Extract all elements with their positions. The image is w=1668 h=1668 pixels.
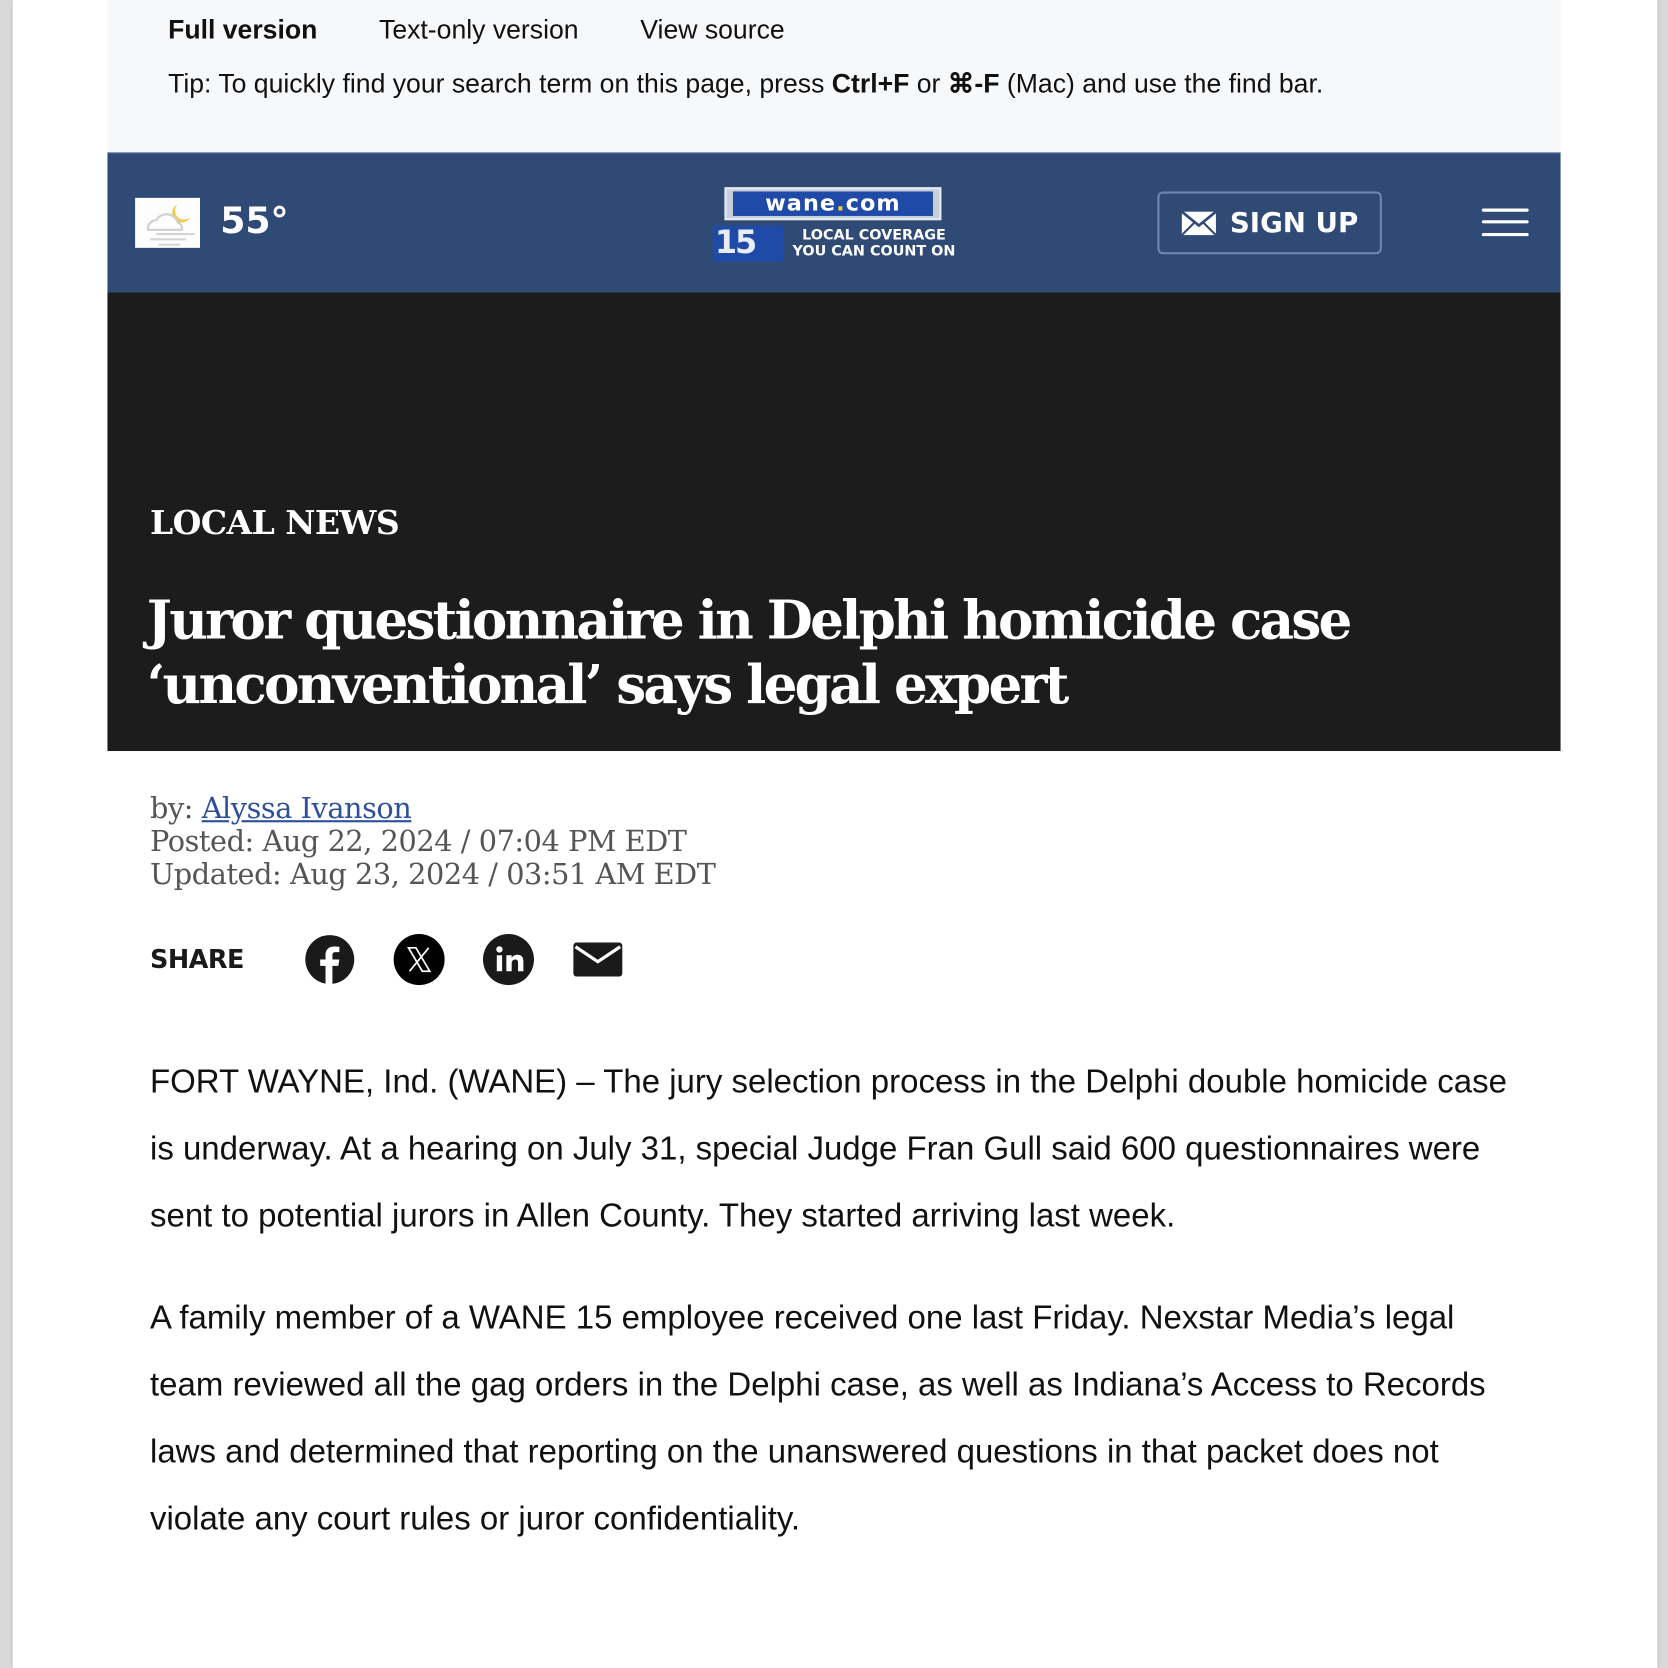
sign-up-label: SIGN UP (1229, 206, 1359, 239)
full-version-link[interactable]: Full version (168, 14, 318, 45)
version-links (168, 15, 785, 46)
email-icon[interactable] (572, 934, 623, 985)
sign-up-button[interactable] (1157, 191, 1381, 254)
tip-key-ctrl-f: Ctrl+F (831, 69, 910, 99)
x-icon[interactable] (394, 934, 445, 985)
category-label[interactable]: LOCAL NEWS (149, 504, 400, 543)
byline: by: Alyssa Ivanson (149, 792, 412, 826)
article-body (150, 1048, 1533, 1587)
logo-tagline: LOCAL COVERAGE YOU CAN COUNT ON (792, 226, 956, 260)
envelope-icon (1181, 210, 1217, 236)
tip-prefix: Tip: To quickly find your search term on this page, press (168, 69, 832, 99)
share-bar (150, 932, 662, 987)
article-paragraph: A family member of a WANE 15 employee received one last Friday. Nexstar Media’s legal team reviewed all the gag orders in the Delphi case, as well as Indiana’s Access to Records laws and determined that reporting on the unanswered questions in that packet does not violate any court rules or juror confidentiality. (149, 1298, 1486, 1538)
article-paragraph: FORT WAYNE, Ind. (WANE) – The jury selection process in the Delphi double homicide case is underway. At a hearing on July 31, special Judge Fran Gull said 600 questionnaires were sent to potential jurors in Allen County. They started arriving last week. (149, 1062, 1507, 1234)
facebook-icon[interactable] (304, 934, 355, 985)
author-link[interactable]: Alyssa Ivanson (201, 792, 412, 826)
partly-cloudy-night-icon[interactable] (135, 198, 200, 248)
site-header (107, 152, 1560, 293)
posted-date: Posted: Aug 22, 2024 / 07:04 PM EDT (149, 825, 687, 859)
logo-wordmark: wane.com (724, 187, 941, 220)
tip-suffix: (Mac) and use the find bar. (999, 69, 1324, 99)
article-hero (107, 293, 1560, 751)
share-label: SHARE (149, 944, 244, 975)
updated-date: Updated: Aug 23, 2024 / 03:51 AM EDT (149, 858, 716, 892)
page-title: Juror questionnaire in Delphi homicide case ‘unconventional’ says legal expert (146, 588, 1350, 716)
text-only-version-link[interactable]: Text-only version (379, 14, 579, 45)
wane-logo[interactable] (711, 187, 958, 264)
tip-key-cmd-f: ⌘-F (947, 69, 1000, 99)
temperature[interactable]: 55° (220, 199, 289, 243)
find-tip (168, 68, 1323, 100)
linkedin-icon[interactable] (483, 934, 534, 985)
tip-middle: or (909, 69, 948, 99)
channel-15-badge: 15 (713, 226, 783, 262)
view-source-link[interactable]: View source (640, 14, 785, 45)
hamburger-menu-icon[interactable] (1482, 206, 1529, 238)
article-meta (150, 793, 715, 892)
version-bar (107, 0, 1560, 152)
